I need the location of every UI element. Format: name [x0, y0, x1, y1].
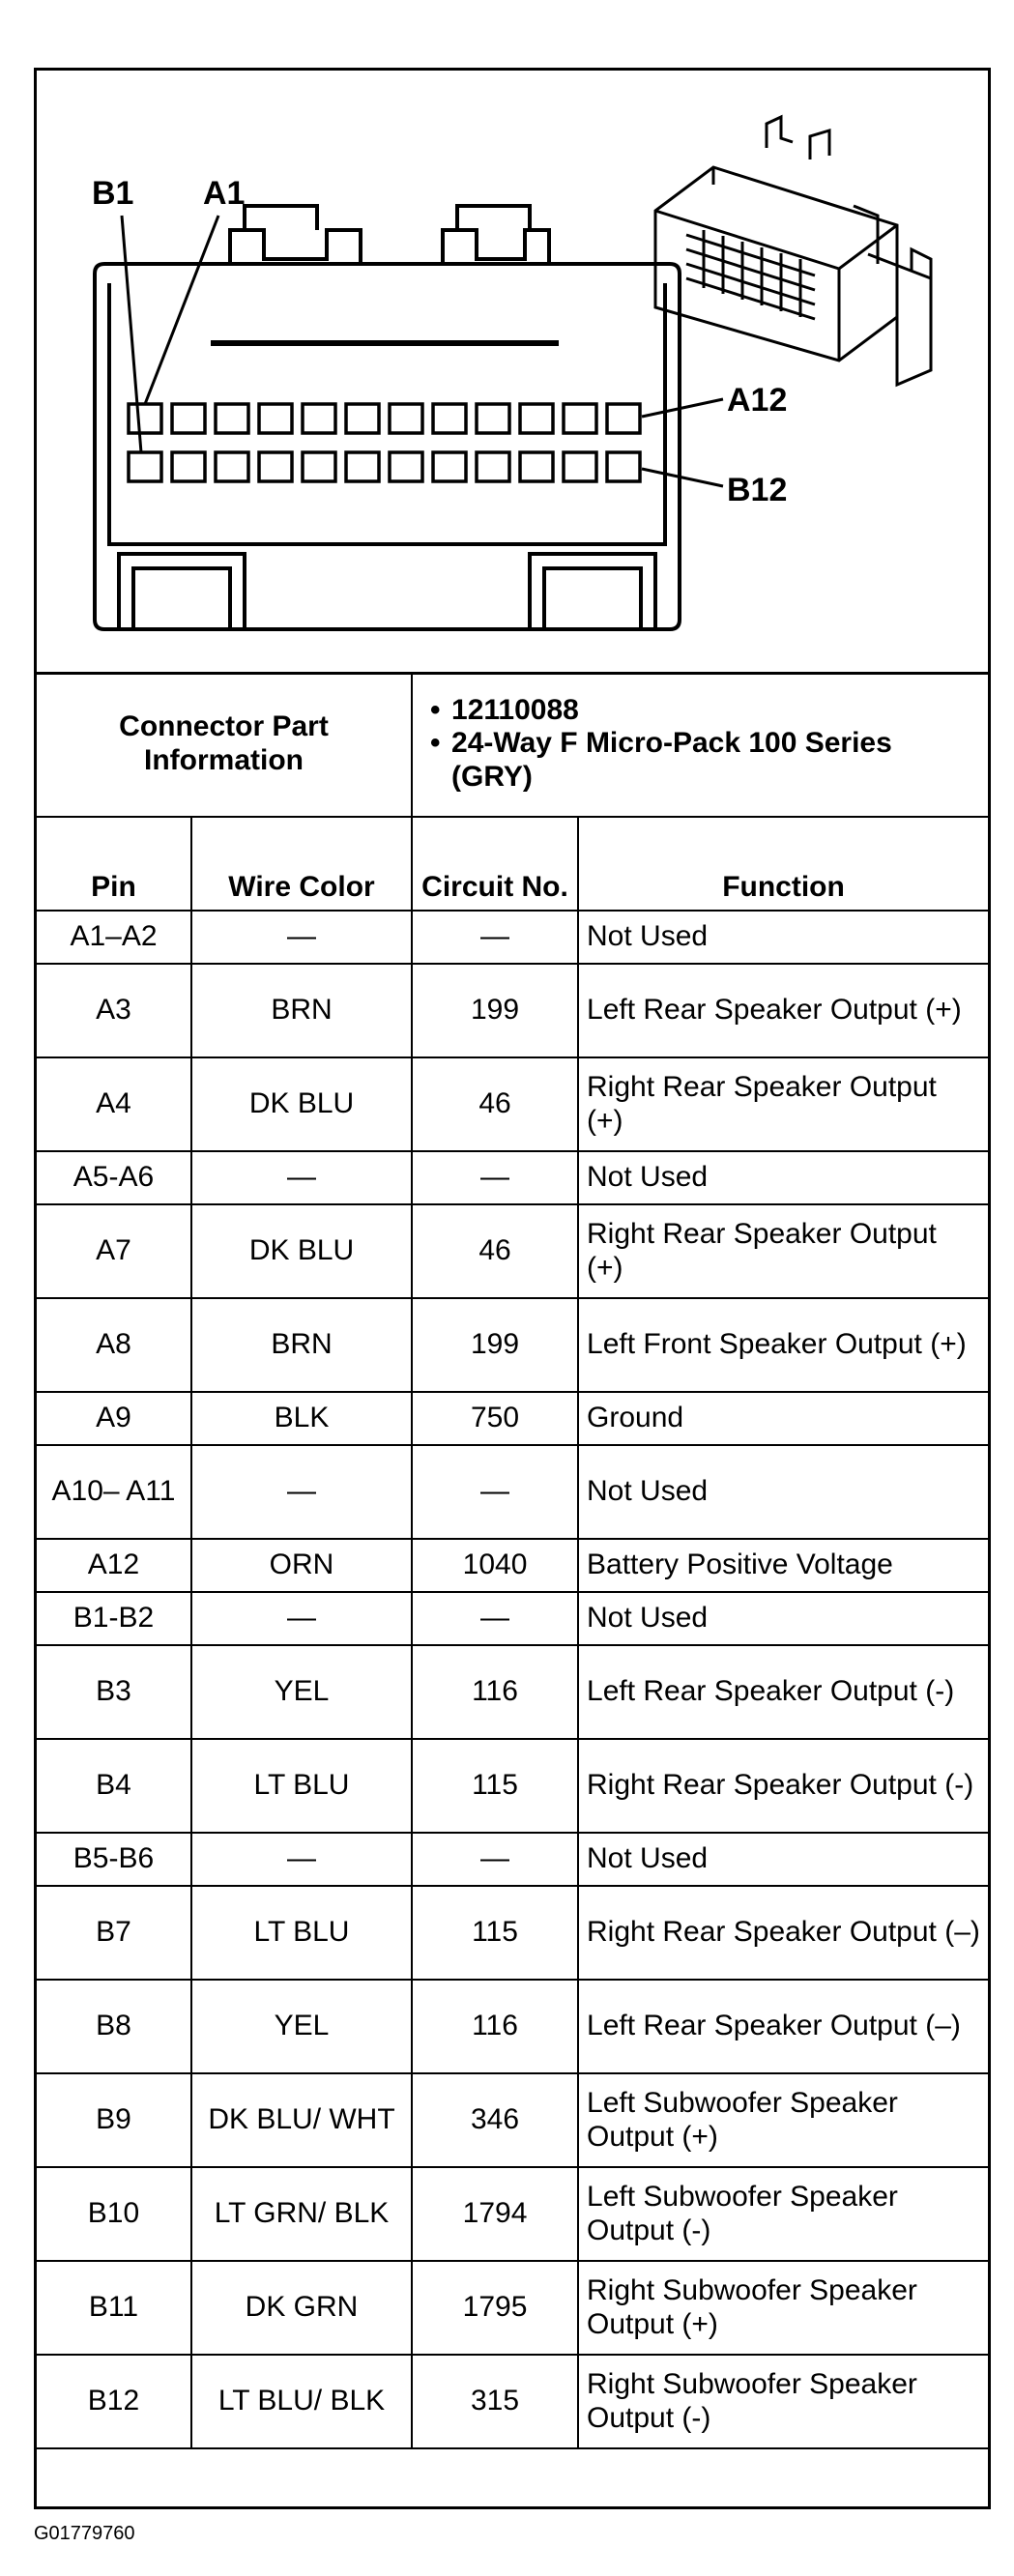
- cell-circuit: 46: [412, 1057, 578, 1151]
- table-body: [37, 911, 988, 2448]
- cell-pin: A4: [37, 1057, 191, 1151]
- cell-pin: A3: [37, 964, 191, 1057]
- pinout-table: [37, 672, 988, 2449]
- connector-info-row: [37, 672, 988, 817]
- cell-circuit: 346: [412, 2073, 578, 2167]
- cell-wire-color: —: [191, 1445, 412, 1539]
- cell-circuit: 750: [412, 1392, 578, 1445]
- connector-iso-icon: [655, 117, 931, 385]
- cell-pin: B8: [37, 1980, 191, 2073]
- connector-part-label: Connector Part Information: [37, 672, 412, 817]
- cell-function: Right Rear Speaker Output (+): [578, 1204, 988, 1298]
- header-function: Function: [578, 817, 988, 911]
- cell-pin: B12: [37, 2355, 191, 2448]
- table-row: [37, 1392, 988, 1445]
- cell-circuit: 199: [412, 1298, 578, 1392]
- table-row: [37, 1833, 988, 1886]
- table-row: [37, 1539, 988, 1592]
- cell-wire-color: BRN: [191, 1298, 412, 1392]
- cell-wire-color: —: [191, 911, 412, 964]
- table-row: [37, 2073, 988, 2167]
- table-header-row: [37, 817, 988, 911]
- cell-circuit: 115: [412, 1739, 578, 1833]
- label-a1: A1: [203, 175, 246, 212]
- cell-wire-color: DK BLU: [191, 1204, 412, 1298]
- table-row: [37, 1445, 988, 1539]
- connector-diagram: [37, 71, 988, 675]
- cell-function: Not Used: [578, 1833, 988, 1886]
- cell-function: Left Subwoofer Speaker Output (+): [578, 2073, 988, 2167]
- table-row: [37, 1739, 988, 1833]
- cell-wire-color: YEL: [191, 1980, 412, 2073]
- label-b1: B1: [92, 175, 134, 212]
- cell-circuit: 116: [412, 1645, 578, 1739]
- table-row: [37, 964, 988, 1057]
- table-row: [37, 2355, 988, 2448]
- header-wire-color: Wire Color: [191, 817, 412, 911]
- cell-pin: B10: [37, 2167, 191, 2261]
- cell-circuit: —: [412, 1592, 578, 1645]
- cell-circuit: —: [412, 1445, 578, 1539]
- cell-pin: B4: [37, 1739, 191, 1833]
- table-row: [37, 1057, 988, 1151]
- cell-wire-color: DK GRN: [191, 2261, 412, 2355]
- cell-wire-color: LT BLU/ BLK: [191, 2355, 412, 2448]
- cell-circuit: —: [412, 1151, 578, 1204]
- cell-circuit: 315: [412, 2355, 578, 2448]
- cell-pin: B9: [37, 2073, 191, 2167]
- cell-pin: B1-B2: [37, 1592, 191, 1645]
- cell-pin: A12: [37, 1539, 191, 1592]
- figure-code: G01779760: [34, 2523, 135, 2544]
- cell-pin: A5-A6: [37, 1151, 191, 1204]
- cell-pin: A8: [37, 1298, 191, 1392]
- table-row: [37, 1151, 988, 1204]
- table-row: [37, 911, 988, 964]
- cell-function: Left Rear Speaker Output (-): [578, 1645, 988, 1739]
- cell-pin: B5-B6: [37, 1833, 191, 1886]
- cell-circuit: 116: [412, 1980, 578, 2073]
- cell-wire-color: DK BLU: [191, 1057, 412, 1151]
- cell-circuit: 1794: [412, 2167, 578, 2261]
- cell-function: Left Rear Speaker Output (+): [578, 964, 988, 1057]
- cell-function: Battery Positive Voltage: [578, 1539, 988, 1592]
- cell-circuit: 199: [412, 964, 578, 1057]
- table-row: [37, 1886, 988, 1980]
- cell-circuit: —: [412, 911, 578, 964]
- cell-pin: B7: [37, 1886, 191, 1980]
- cell-wire-color: DK BLU/ WHT: [191, 2073, 412, 2167]
- cell-wire-color: —: [191, 1151, 412, 1204]
- cell-function: Not Used: [578, 1592, 988, 1645]
- header-pin: Pin: [37, 817, 191, 911]
- table-row: [37, 1645, 988, 1739]
- cell-wire-color: LT GRN/ BLK: [191, 2167, 412, 2261]
- table-row: [37, 1298, 988, 1392]
- cell-circuit: —: [412, 1833, 578, 1886]
- cell-wire-color: —: [191, 1833, 412, 1886]
- cell-function: Right Rear Speaker Output (-): [578, 1739, 988, 1833]
- cell-pin: A9: [37, 1392, 191, 1445]
- cell-wire-color: BRN: [191, 964, 412, 1057]
- cell-wire-color: BLK: [191, 1392, 412, 1445]
- cell-wire-color: LT BLU: [191, 1886, 412, 1980]
- cell-function: Left Front Speaker Output (+): [578, 1298, 988, 1392]
- cell-wire-color: —: [191, 1592, 412, 1645]
- cell-function: Left Rear Speaker Output (–): [578, 1980, 988, 2073]
- label-b12: B12: [727, 472, 788, 508]
- cell-circuit: 1040: [412, 1539, 578, 1592]
- cell-function: Right Subwoofer Speaker Output (-): [578, 2355, 988, 2448]
- table-row: [37, 2167, 988, 2261]
- cell-pin: A10– A11: [37, 1445, 191, 1539]
- cell-function: Right Subwoofer Speaker Output (+): [578, 2261, 988, 2355]
- cell-pin: A7: [37, 1204, 191, 1298]
- cell-pin: A1–A2: [37, 911, 191, 964]
- cell-pin: B3: [37, 1645, 191, 1739]
- table-row: [37, 2261, 988, 2355]
- cell-wire-color: ORN: [191, 1539, 412, 1592]
- table-row: [37, 1204, 988, 1298]
- table-row: [37, 1592, 988, 1645]
- cell-function: Not Used: [578, 911, 988, 964]
- header-circuit: Circuit No.: [412, 817, 578, 911]
- connector-part-list: [412, 672, 988, 817]
- cell-wire-color: LT BLU: [191, 1739, 412, 1833]
- label-a12: A12: [727, 382, 788, 419]
- connector-face-drawing: [37, 71, 988, 672]
- cell-function: Ground: [578, 1392, 988, 1445]
- connector-info-panel: [34, 68, 991, 2509]
- connector-description: • 24-Way F Micro-Pack 100 Series (GRY): [430, 727, 980, 794]
- cell-function: Not Used: [578, 1445, 988, 1539]
- cell-circuit: 46: [412, 1204, 578, 1298]
- cell-circuit: 1795: [412, 2261, 578, 2355]
- table-row: [37, 1980, 988, 2073]
- cell-function: Left Subwoofer Speaker Output (-): [578, 2167, 988, 2261]
- cell-wire-color: YEL: [191, 1645, 412, 1739]
- cell-function: Right Rear Speaker Output (–): [578, 1886, 988, 1980]
- cell-circuit: 115: [412, 1886, 578, 1980]
- connector-part-number: • 12110088: [430, 694, 980, 728]
- cell-function: Not Used: [578, 1151, 988, 1204]
- cell-pin: B11: [37, 2261, 191, 2355]
- cell-function: Right Rear Speaker Output (+): [578, 1057, 988, 1151]
